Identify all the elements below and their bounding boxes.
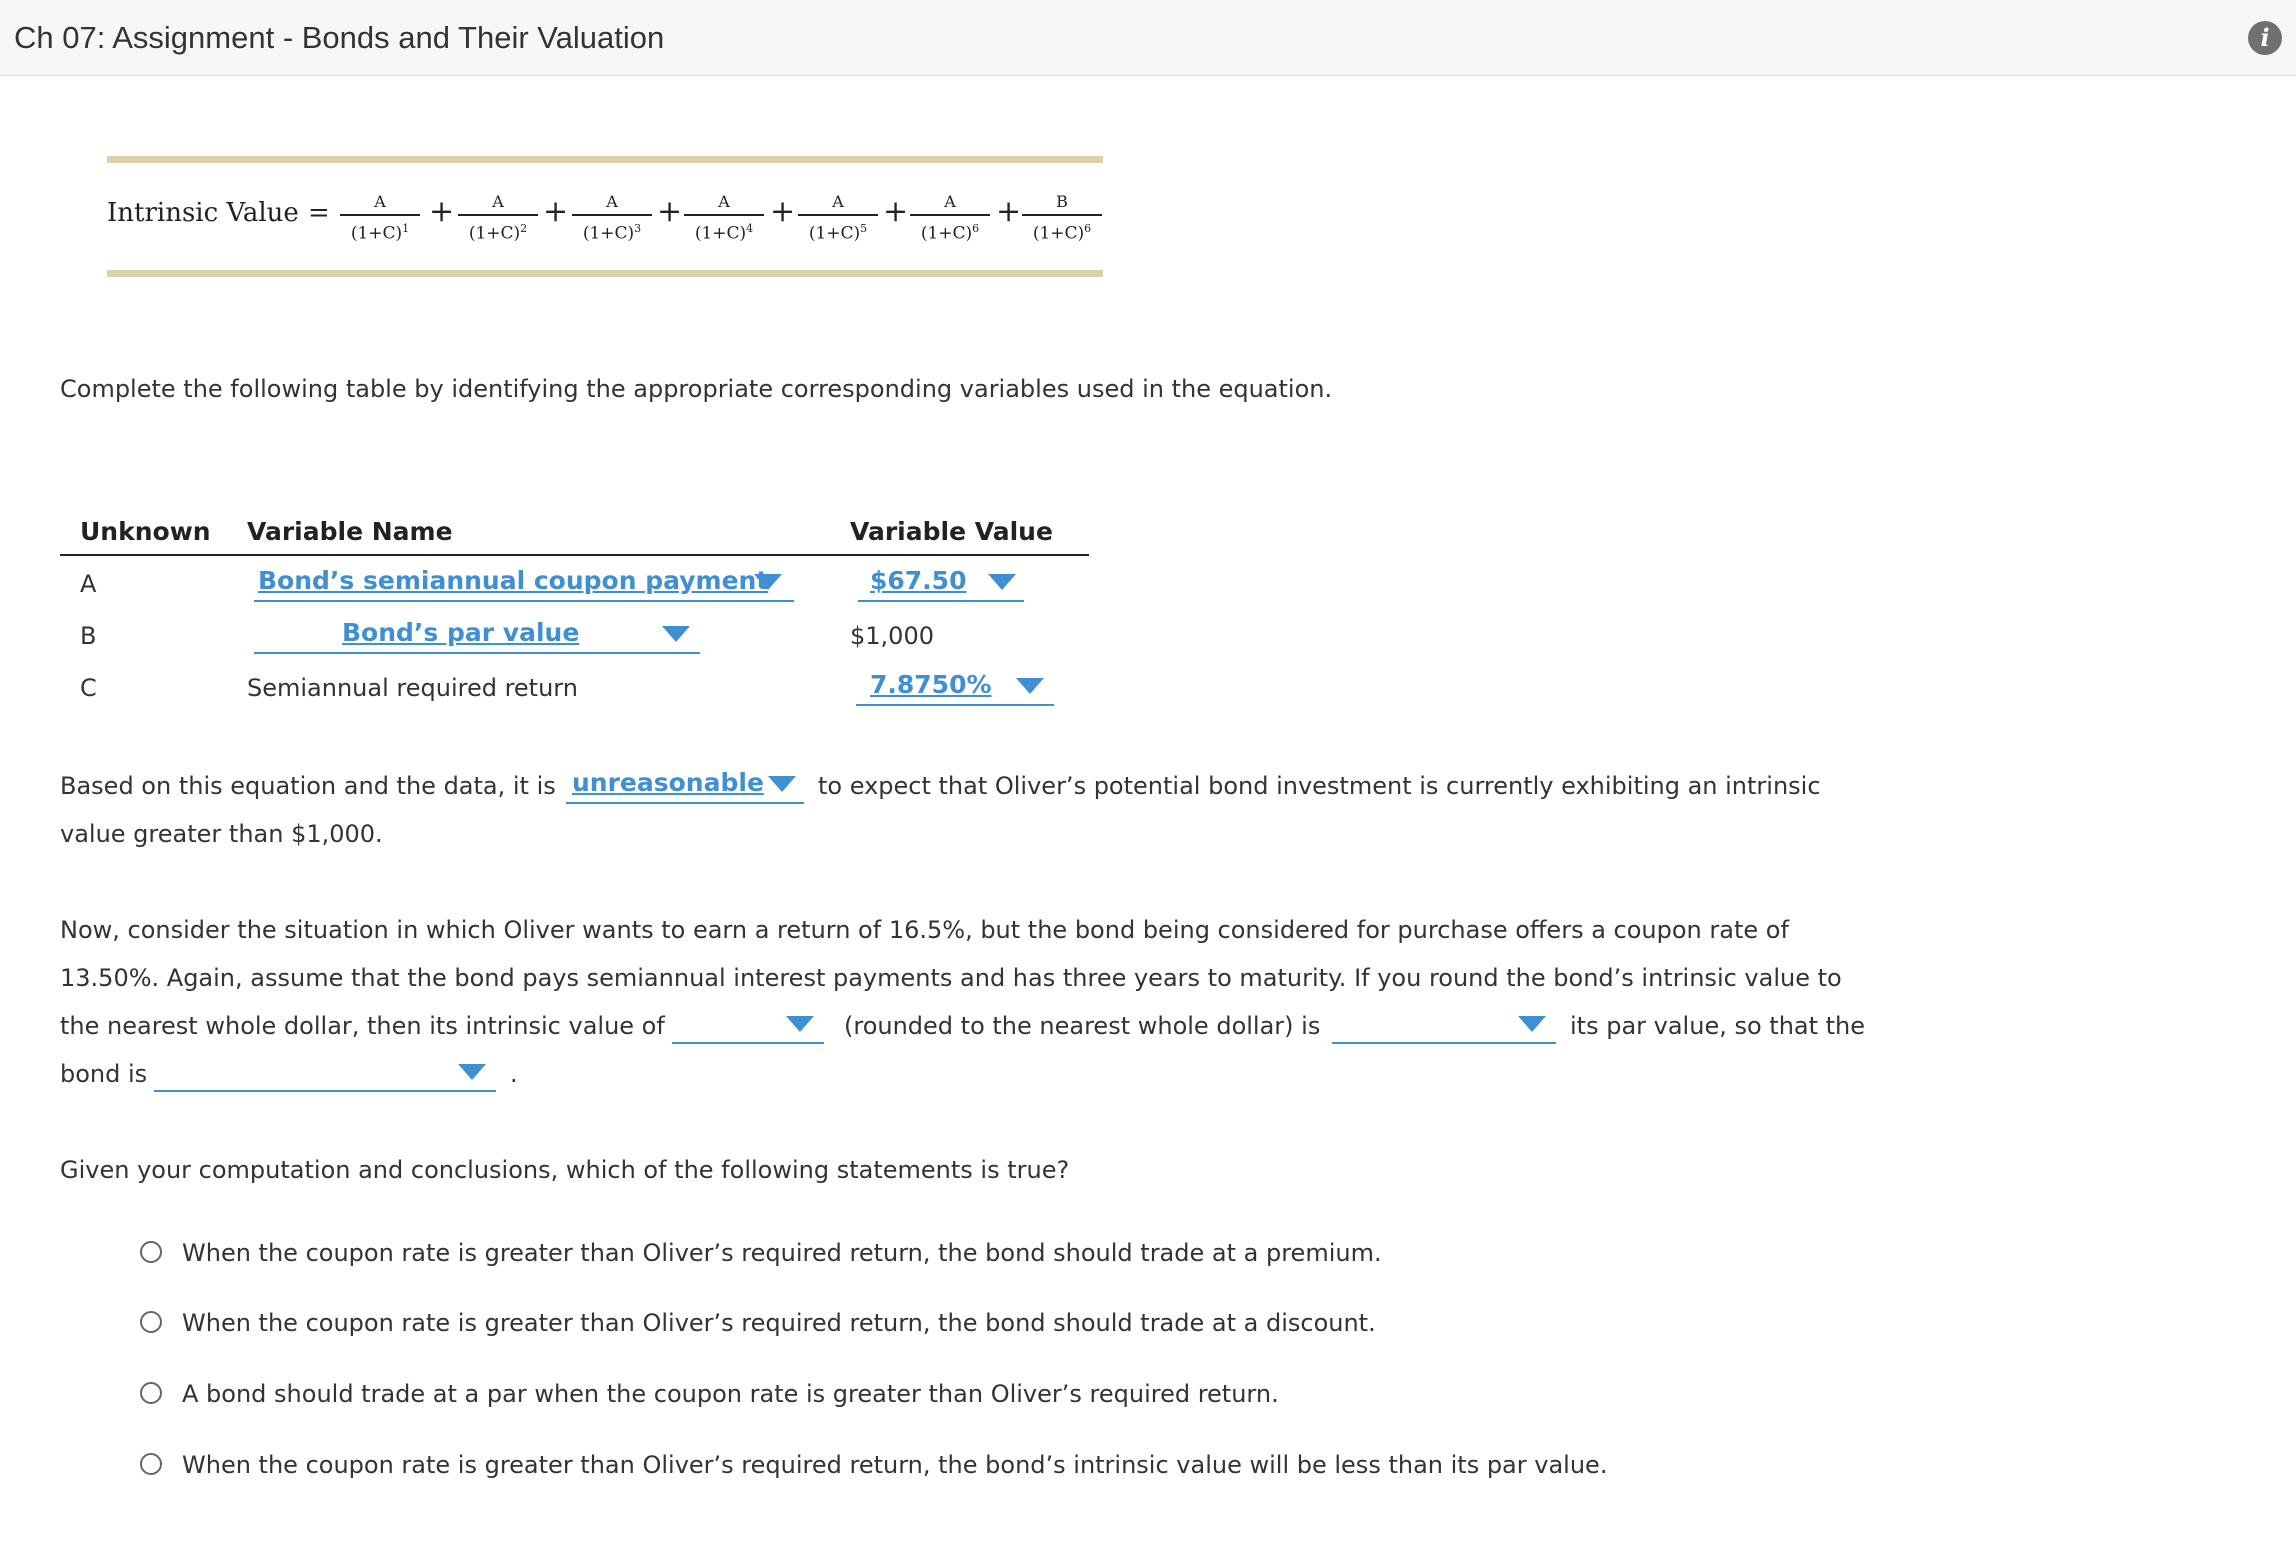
option-1-radio[interactable] (140, 1241, 162, 1263)
plus-sign: + (657, 194, 683, 229)
plus-sign: + (429, 194, 455, 229)
equation-bottom-rule (107, 270, 1103, 277)
col-header-variable-name: Variable Name (247, 517, 453, 546)
equation-term-1 (340, 192, 420, 244)
plus-sign: + (883, 194, 909, 229)
term-numerator: A (718, 192, 730, 211)
row-c-unknown: C (80, 674, 97, 702)
info-icon[interactable]: i (2248, 21, 2282, 55)
term-exponent: 4 (746, 222, 754, 235)
row-c-value-dropdown[interactable] (856, 668, 1054, 706)
term-numerator: A (492, 192, 504, 211)
equation-term-4 (684, 192, 764, 244)
comparison-dropdown[interactable] (1332, 1006, 1556, 1044)
row-b-unknown: B (80, 622, 97, 650)
chevron-down-icon (786, 1016, 814, 1032)
row-b-name-dropdown[interactable] (254, 616, 700, 654)
term-exponent: 6 (972, 222, 980, 235)
term-exponent: 3 (634, 222, 642, 235)
equation-equals: = (308, 198, 330, 228)
plus-sign: + (770, 194, 796, 229)
dropdown-selected-value: $67.50 (870, 566, 967, 595)
chevron-down-icon (1518, 1016, 1546, 1032)
bond-status-dropdown[interactable] (154, 1054, 496, 1092)
term-denominator: (1+C) (808, 223, 861, 244)
term-exponent: 1 (402, 222, 410, 235)
option-2-radio[interactable] (140, 1311, 162, 1333)
term-numerator: A (374, 192, 386, 211)
col-header-unknown: Unknown (80, 517, 211, 546)
assignment-header (0, 0, 2296, 76)
term-denominator: (1+C) (920, 223, 973, 244)
q2-line3-part3: its par value, so that the (1570, 1012, 1866, 1040)
option-3-label[interactable]: A bond should trade at a par when the coupon rate is greater than Oliver’s required return. (182, 1380, 1279, 1408)
q2-line3-part2: (rounded to the nearest whole dollar) is (844, 1012, 1321, 1040)
intrinsic-value-dropdown[interactable] (672, 1006, 824, 1044)
term-exponent: 6 (1084, 222, 1092, 235)
chevron-down-icon (458, 1064, 486, 1080)
q3-prompt: Given your computation and conclusions, which of the following statements is true? (60, 1156, 1070, 1184)
chevron-down-icon (768, 776, 796, 792)
option-4-label[interactable]: When the coupon rate is greater than Oliver’s required return, the bond’s intrinsic value will be less than its par value. (182, 1451, 1608, 1479)
option-3-radio[interactable] (140, 1382, 162, 1404)
equation-top-rule (107, 156, 1103, 163)
term-numerator: A (606, 192, 618, 211)
table-instructions: Complete the following table by identifying the appropriate corresponding variables used in the equation. (60, 375, 1333, 403)
term-numerator: B (1056, 192, 1068, 211)
dropdown-selected-value: unreasonable (572, 768, 764, 797)
row-a-value-dropdown[interactable] (858, 564, 1024, 602)
table-header-rule (60, 554, 1089, 556)
q2-line2: 13.50%. Again, assume that the bond pays semiannual interest payments and has three years to maturity. If you round the bond’s intrinsic value to (60, 964, 1842, 992)
equation-term-3 (572, 192, 652, 244)
term-exponent: 2 (520, 222, 528, 235)
term-denominator: (1+C) (350, 223, 403, 244)
q2-line1: Now, consider the situation in which Oliver wants to earn a return of 16.5%, but the bond being considered for purchase offers a coupon rate of (60, 916, 1789, 944)
q1-text-after: to expect that Oliver’s potential bond investment is currently exhibiting an intrinsic (818, 772, 1821, 800)
q2-line4-period: . (510, 1060, 518, 1088)
plus-sign: + (543, 194, 569, 229)
q1-text-line2: value greater than $1,000. (60, 820, 383, 848)
term-denominator: (1+C) (694, 223, 747, 244)
chevron-down-icon (1016, 678, 1044, 694)
term-numerator: A (832, 192, 844, 211)
term-denominator: (1+C) (582, 223, 635, 244)
chevron-down-icon (662, 626, 690, 642)
term-numerator: A (944, 192, 956, 211)
term-denominator: (1+C) (1032, 223, 1085, 244)
row-a-unknown: A (80, 570, 97, 598)
option-1-label[interactable]: When the coupon rate is greater than Oliver’s required return, the bond should trade at a premium. (182, 1239, 1382, 1267)
row-b-value: $1,000 (850, 622, 934, 650)
plus-sign: + (996, 194, 1022, 229)
equation-term-6 (910, 192, 990, 244)
row-c-name: Semiannual required return (247, 674, 578, 702)
option-2-label[interactable]: When the coupon rate is greater than Oliver’s required return, the bond should trade at a discount. (182, 1309, 1376, 1337)
dropdown-selected-value: 7.8750% (870, 670, 992, 699)
q2-line4-part1: bond is (60, 1060, 148, 1088)
q2-line3-part1: the nearest whole dollar, then its intrinsic value of (60, 1012, 665, 1040)
row-a-name-dropdown[interactable] (254, 564, 794, 602)
equation-label: Intrinsic Value (107, 198, 299, 228)
col-header-variable-value: Variable Value (850, 517, 1053, 546)
chevron-down-icon (754, 574, 782, 590)
equation-term-5 (798, 192, 878, 244)
equation-term-2 (458, 192, 538, 244)
option-4-radio[interactable] (140, 1453, 162, 1475)
dropdown-selected-value: Bond’s par value (342, 618, 580, 647)
chevron-down-icon (988, 574, 1016, 590)
q1-text-before: Based on this equation and the data, it is (60, 772, 556, 800)
term-exponent: 5 (860, 222, 868, 235)
equation-term-7 (1022, 192, 1102, 244)
dropdown-selected-value: Bond’s semiannual coupon payment (258, 566, 769, 595)
term-denominator: (1+C) (468, 223, 521, 244)
q1-reasonableness-dropdown[interactable] (566, 766, 804, 804)
page-title: Ch 07: Assignment - Bonds and Their Valuation (14, 20, 665, 55)
